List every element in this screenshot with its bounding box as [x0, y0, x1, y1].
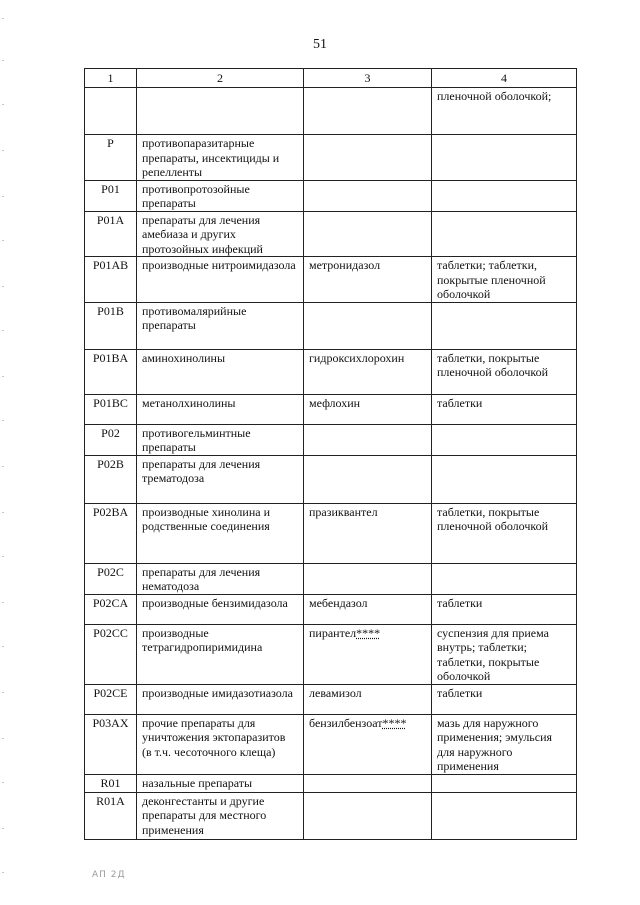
cell-group-name-text: деконгестанты и другие препараты для местного применения — [142, 793, 267, 837]
drug-footnote-mark: **** — [382, 715, 407, 730]
cell-code — [85, 624, 137, 684]
cell-dosage-form — [432, 257, 577, 303]
cell-code-text: P01BA — [92, 350, 129, 365]
cell-dosage-form-text: таблетки — [437, 395, 483, 410]
cell-group-name — [137, 684, 304, 714]
cell-drug — [304, 211, 432, 257]
cell-group-name-text: производные бензимидазола — [142, 595, 288, 610]
cell-code-text: P02CC — [93, 625, 128, 640]
cell-drug — [304, 774, 432, 792]
cell-code-text: P03AX — [92, 715, 129, 730]
table-row — [85, 180, 577, 211]
cell-drug — [304, 563, 432, 594]
cell-group-name-text: производные тетрагидропиримидина — [142, 625, 263, 654]
cell-drug-text: мебендазол — [309, 595, 368, 610]
column-header-2: 2 — [137, 69, 304, 88]
cell-drug-text: празиквантел — [309, 504, 378, 519]
cell-code-text: P01 — [101, 181, 120, 196]
cell-code-text: R01A — [96, 793, 125, 808]
column-header-3: 3 — [304, 69, 432, 88]
cell-group-name — [137, 135, 304, 181]
cell-dosage-form-text: таблетки; таблетки, покрытые пленочной оболочкой — [437, 258, 546, 301]
cell-drug-text: гидроксихлорохин — [309, 350, 405, 365]
cell-dosage-form-text: таблетки, покрытые пленочной оболочкой — [437, 504, 549, 533]
table-row — [85, 455, 577, 503]
cell-code — [85, 135, 137, 181]
cell-dosage-form — [432, 349, 577, 394]
cell-group-name-text: метанолхинолины — [142, 395, 236, 410]
cell-dosage-form — [432, 211, 577, 257]
cell-code-text: P01A — [96, 212, 125, 227]
cell-group-name — [137, 180, 304, 211]
cell-group-name-text: аминохинолины — [142, 350, 226, 365]
cell-dosage-form — [432, 684, 577, 714]
cell-group-name-text: противопаразитарные препараты, инсектициды и репелленты — [142, 136, 280, 179]
cell-group-name — [137, 349, 304, 394]
cell-dosage-form — [432, 792, 577, 839]
cell-group-name-text: производные хинолина и родственные соединения — [142, 504, 271, 533]
cell-group-name — [137, 88, 304, 135]
cell-dosage-form — [432, 594, 577, 624]
cell-dosage-form-text: суспензия для приема внутрь; таблетки; таблетки, покрытые оболочкой — [437, 625, 549, 683]
cell-group-name — [137, 211, 304, 257]
cell-code-text: P02C — [97, 564, 124, 579]
cell-drug-text: мефлохин — [309, 395, 361, 410]
table-row — [85, 211, 577, 257]
table-row — [85, 302, 577, 349]
cell-drug-text: пирантел — [309, 625, 357, 640]
table-row — [85, 257, 577, 303]
table-row — [85, 594, 577, 624]
cell-group-name-text: прочие препараты для уничтожения эктопаразитов (в т.ч. чесоточного клеща) — [142, 715, 286, 759]
cell-code — [85, 774, 137, 792]
cell-code — [85, 792, 137, 839]
table-row — [85, 792, 577, 839]
cell-group-name-text: препараты для лечения амебиаза и других протозойных инфекций — [142, 212, 263, 256]
cell-drug — [304, 624, 432, 684]
cell-group-name — [137, 455, 304, 503]
cell-code — [85, 424, 137, 455]
cell-code — [85, 211, 137, 257]
cell-group-name — [137, 394, 304, 424]
cell-drug — [304, 424, 432, 455]
cell-drug — [304, 594, 432, 624]
footer-mark: АП 2Д — [92, 870, 126, 880]
cell-code-text: P01B — [97, 303, 124, 318]
cell-dosage-form-text: таблетки — [437, 595, 483, 610]
drug-footnote-mark: **** — [356, 625, 381, 640]
table-row — [85, 684, 577, 714]
cell-drug-text: метронидазол — [309, 258, 381, 272]
cell-group-name-text: противомалярийные препараты — [142, 303, 247, 332]
cell-code — [85, 594, 137, 624]
cell-group-name — [137, 792, 304, 839]
cell-dosage-form — [432, 394, 577, 424]
cell-group-name — [137, 302, 304, 349]
cell-drug — [304, 503, 432, 563]
cell-drug — [304, 714, 432, 774]
cell-group-name-text: препараты для лечения нематодоза — [142, 564, 261, 593]
cell-code — [85, 503, 137, 563]
cell-group-name-text: производные нитроимидазола — [142, 258, 296, 272]
table-row — [85, 88, 577, 135]
cell-drug — [304, 684, 432, 714]
cell-dosage-form — [432, 455, 577, 503]
cell-dosage-form-text: таблетки, покрытые пленочной оболочкой — [437, 350, 549, 379]
cell-code — [85, 714, 137, 774]
table-row — [85, 714, 577, 774]
cell-drug — [304, 257, 432, 303]
cell-code-text: P02B — [97, 456, 124, 471]
cell-group-name — [137, 257, 304, 303]
cell-drug — [304, 88, 432, 135]
drug-table — [84, 68, 577, 840]
cell-dosage-form — [432, 714, 577, 774]
cell-group-name — [137, 594, 304, 624]
table-row — [85, 135, 577, 181]
cell-code — [85, 349, 137, 394]
cell-group-name — [137, 774, 304, 792]
page-number: 51 — [313, 37, 327, 52]
table-row — [85, 394, 577, 424]
table-row — [85, 424, 577, 455]
cell-dosage-form — [432, 563, 577, 594]
cell-group-name — [137, 624, 304, 684]
cell-dosage-form-text: мазь для наружного применения; эмульсия для наружного применения — [437, 715, 553, 773]
cell-group-name — [137, 563, 304, 594]
cell-code-text: P02 — [101, 425, 120, 440]
column-header-4: 4 — [432, 69, 577, 88]
cell-code-text: P02CA — [92, 595, 129, 610]
cell-dosage-form-text: таблетки — [437, 685, 483, 700]
cell-code-text: P01BC — [93, 395, 128, 410]
cell-code — [85, 88, 137, 135]
table-row — [85, 624, 577, 684]
cell-dosage-form — [432, 624, 577, 684]
cell-dosage-form — [432, 88, 577, 135]
cell-group-name-text: противопротозойные препараты — [142, 181, 250, 210]
table-row — [85, 563, 577, 594]
cell-group-name-text: производные имидазотиазола — [142, 685, 293, 700]
cell-drug-text: левамизол — [309, 685, 362, 700]
table-header-row — [85, 69, 577, 88]
cell-group-name — [137, 424, 304, 455]
table-row — [85, 774, 577, 792]
cell-group-name-text: противогельминтные препараты — [142, 425, 251, 454]
cell-drug-text: бензилбензоат — [309, 715, 383, 730]
cell-dosage-form — [432, 774, 577, 792]
cell-drug — [304, 349, 432, 394]
cell-code — [85, 257, 137, 303]
cell-drug — [304, 455, 432, 503]
cell-group-name-text: назальные препараты — [142, 775, 253, 790]
cell-code-text: P02BA — [92, 504, 129, 519]
cell-code-text: P01AB — [92, 258, 129, 272]
cell-code — [85, 455, 137, 503]
cell-drug — [304, 394, 432, 424]
cell-code — [85, 302, 137, 349]
cell-dosage-form — [432, 302, 577, 349]
cell-code — [85, 563, 137, 594]
column-header-1: 1 — [85, 69, 137, 88]
cell-code — [85, 180, 137, 211]
cell-drug — [304, 135, 432, 181]
cell-dosage-form — [432, 503, 577, 563]
cell-drug — [304, 302, 432, 349]
scan-edge-marks — [2, 0, 4, 905]
table-row — [85, 349, 577, 394]
cell-drug — [304, 180, 432, 211]
cell-code — [85, 684, 137, 714]
cell-dosage-form — [432, 424, 577, 455]
table-row — [85, 503, 577, 563]
cell-dosage-form — [432, 180, 577, 211]
cell-dosage-form — [432, 135, 577, 181]
cell-code-text: R01 — [100, 775, 121, 790]
cell-group-name-text: препараты для лечения трематодоза — [142, 456, 261, 485]
cell-code-text: P02CE — [93, 685, 128, 700]
cell-dosage-form-text: пленочной оболочкой; — [437, 89, 552, 103]
cell-group-name — [137, 503, 304, 563]
cell-group-name — [137, 714, 304, 774]
table-body — [85, 88, 577, 840]
cell-drug — [304, 792, 432, 839]
cell-code — [85, 394, 137, 424]
cell-code-text: P — [107, 136, 114, 150]
